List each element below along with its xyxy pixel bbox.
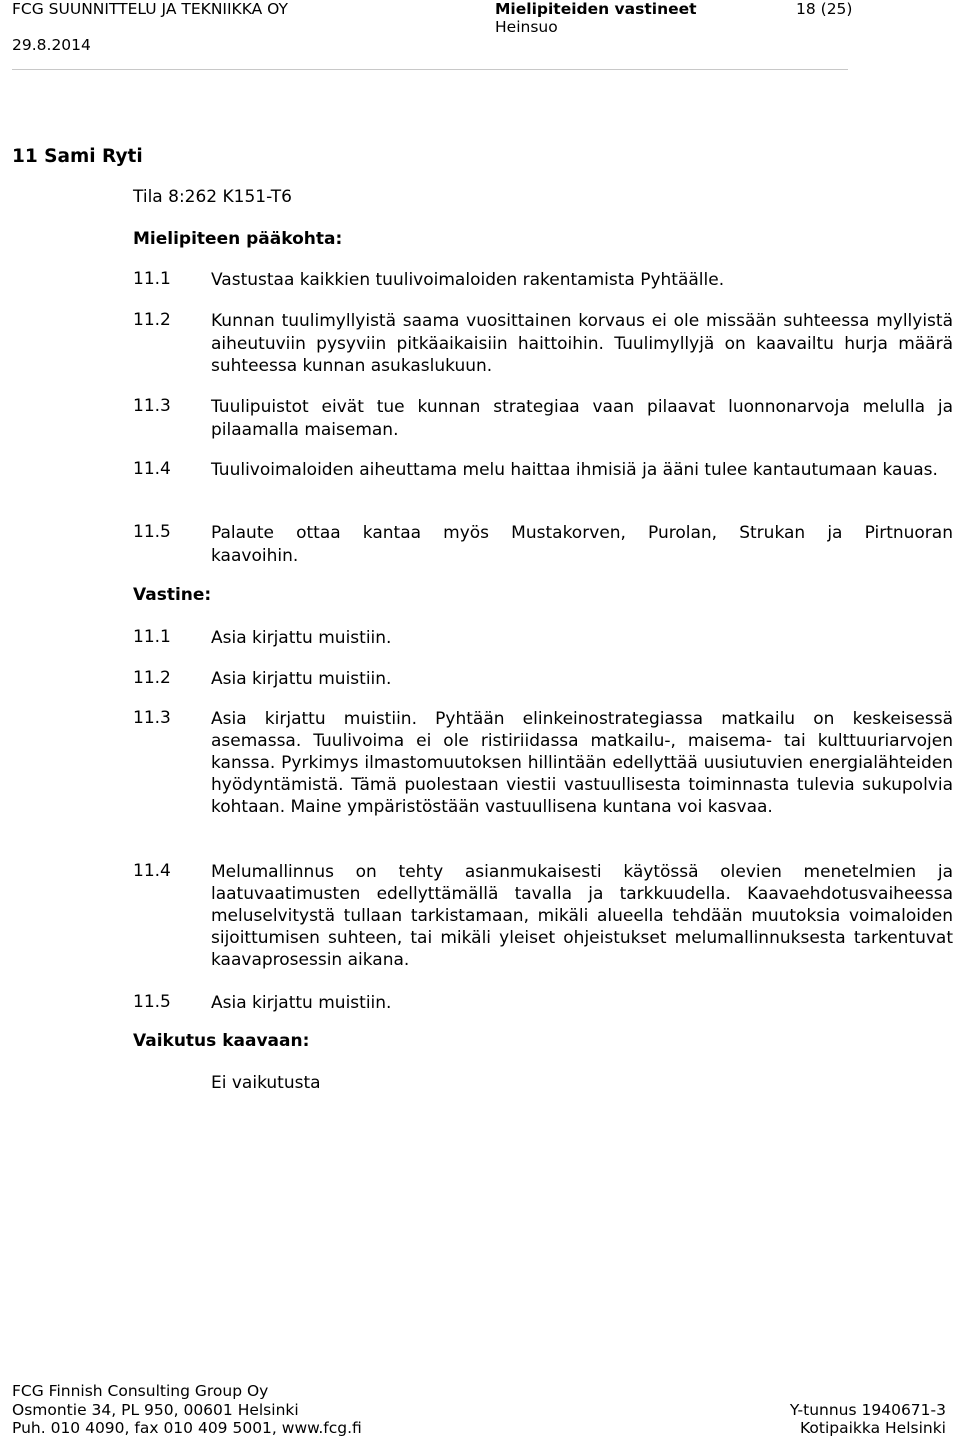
header-company: FCG SUUNNITTELU JA TEKNIIKKA OY (12, 0, 288, 18)
section-title: 11 Sami Ryti (12, 146, 143, 167)
response-number: 11.2 (133, 668, 171, 688)
response-number: 11.3 (133, 708, 171, 728)
opinion-text: Tuulivoimaloiden aiheuttama melu haittaa ihmisiä ja ääni tulee kantautumaan kauas. (211, 460, 938, 480)
impact-text: Ei vaikutusta (211, 1073, 321, 1093)
header-page-number: 18 (25) (796, 0, 853, 18)
opinion-number: 11.2 (133, 310, 171, 330)
opinion-heading: Mielipiteen pääkohta: (133, 229, 343, 249)
footer-domicile: Kotipaikka Helsinki (800, 1419, 946, 1437)
opinion-text: Kunnan tuulimyllyistä saama vuosittainen korvaus ei ole missään suhteessa myllyistä aiheutuviin pysyviin pitkäaikaisiin haittoihin. Tuulimyllyjä on kaavailtu hurja määrä suhteessa kunnan asukaslukuun. (211, 311, 953, 376)
header-divider (12, 69, 848, 70)
response-text: Asia kirjattu muistiin. (211, 628, 392, 648)
opinion-text: Tuulipuistot eivät tue kunnan strategiaa vaan pilaavat luonnonarvoja melulla ja pilaamalla maiseman. (211, 397, 953, 440)
footer-address: Osmontie 34, PL 950, 00601 Helsinki (12, 1401, 299, 1419)
opinion-number: 11.1 (133, 269, 171, 289)
response-heading: Vastine: (133, 585, 212, 605)
response-text: Asia kirjattu muistiin. (211, 669, 392, 689)
response-number: 11.5 (133, 992, 171, 1012)
property-id: Tila 8:262 K151-T6 (133, 187, 292, 207)
opinion-number: 11.3 (133, 396, 171, 416)
header-date: 29.8.2014 (12, 36, 91, 54)
header-document-title: Mielipiteiden vastineet (495, 0, 697, 18)
opinion-number: 11.5 (133, 522, 171, 542)
response-text: Melumallinnus on tehty asianmukaisesti käytössä olevien menetelmien ja laatuvaatimusten edellyttämällä tavalla ja tarkkuudella. Kaavaehdotusvaiheessa meluselvitystä tullaan tarkistamaan, mikäli alueella tehdään muutoksia voimaloiden sijoittumisen suhteen, tai mikäli yleiset ohjeistukset melumallinnuksesta tarkentuvat kaavaprosessin aikana. (211, 862, 953, 970)
opinion-text: Vastustaa kaikkien tuulivoimaloiden rakentamista Pyhtäälle. (211, 270, 725, 290)
footer-contact: Puh. 010 4090, fax 010 409 5001, www.fcg.fi (12, 1419, 362, 1437)
opinion-text: Palaute ottaa kantaa myös Mustakorven, Purolan, Strukan ja Pirtnuoran kaavoihin. (211, 523, 953, 566)
header-document-subtitle: Heinsuo (495, 18, 558, 36)
footer-business-id: Y-tunnus 1940671-3 (789, 1401, 946, 1419)
response-number: 11.1 (133, 627, 171, 647)
impact-heading: Vaikutus kaavaan: (133, 1031, 310, 1051)
response-text: Asia kirjattu muistiin. Pyhtään elinkeinostrategiassa matkailu on keskeisessä asemassa. Tuulivoima ei ole ristiriidassa matkailu-, maisema- tai kulttuuriarvojen kanssa. Pyrkimys ilmastomuutoksen hillintään edellyttää uusiutuvien energialähteiden hyödyntämistä. Tämä puolestaan viestii vastuullisesta toiminnasta tulevia sukupolvia kohtaan. Maine ympäristöstään vastuullisena kuntana voi kasvaa. (211, 709, 953, 817)
opinion-number: 11.4 (133, 459, 171, 479)
response-text: Asia kirjattu muistiin. (211, 993, 392, 1013)
response-number: 11.4 (133, 861, 171, 881)
footer-company: FCG Finnish Consulting Group Oy (12, 1382, 269, 1400)
